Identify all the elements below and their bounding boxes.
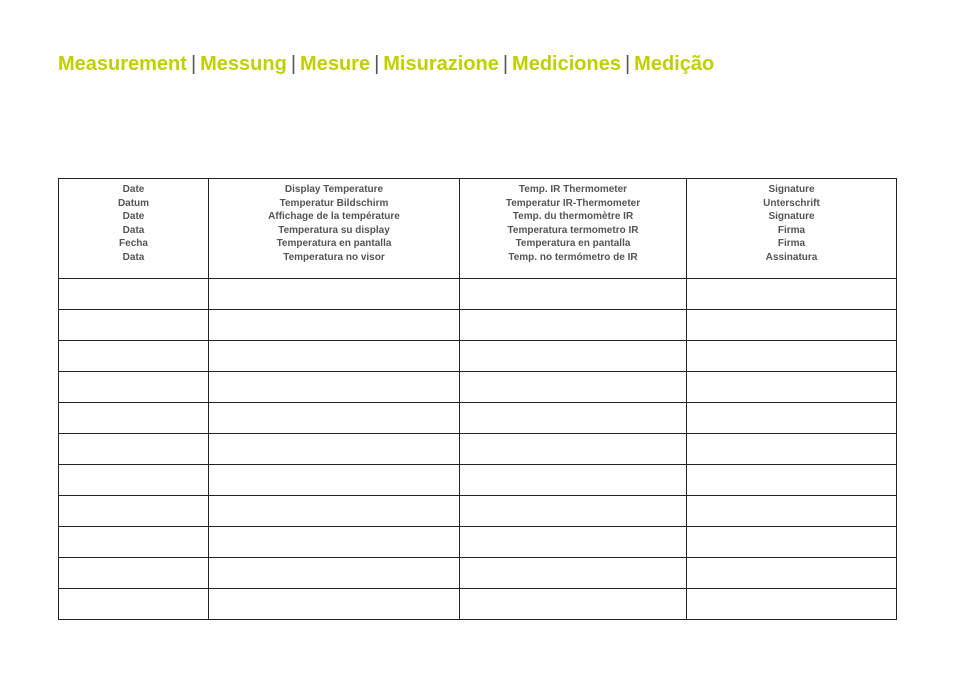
header-line: Signature [768,211,815,223]
header-line: Firma [777,224,806,236]
measurement-log-table [58,178,897,620]
header-line: Temperatura su display [278,224,390,236]
column-header-ir-thermometer [460,179,687,279]
cell-date [59,527,209,558]
cell-date [59,434,209,465]
cell-ir-temperature [460,465,687,496]
header-line: Temperatura termometro IR [507,224,639,236]
table-row [59,279,897,310]
table-row [59,527,897,558]
cell-display-temperature [209,279,460,310]
cell-display-temperature [209,496,460,527]
header-line: Unterschrift [763,197,820,209]
header-line: Assinatura [765,251,818,263]
table-row [59,496,897,527]
title-separator: | [290,53,297,75]
column-header-display-temperature [209,179,460,279]
cell-ir-temperature [460,496,687,527]
title-separator: | [374,53,380,75]
title-pt: Medição [634,53,715,75]
header-line: Temperatur Bildschirm [279,197,389,209]
cell-date [59,310,209,341]
cell-date [59,558,209,589]
title-separator: | [502,53,509,75]
header-line: Signature [768,184,815,195]
column-header-signature [687,179,897,279]
header-line: Firma [777,238,806,250]
cell-date [59,589,209,620]
title-fr: Mesure [300,53,371,75]
cell-ir-temperature [460,372,687,403]
table-row [59,465,897,496]
column-header-date [59,179,209,279]
cell-signature [687,372,897,403]
cell-ir-temperature [460,341,687,372]
title-it: Misurazione [383,53,499,75]
cell-ir-temperature [460,558,687,589]
cell-ir-temperature [460,589,687,620]
cell-signature [687,434,897,465]
cell-ir-temperature [460,279,687,310]
header-line: Temp. du thermomètre IR [512,211,634,223]
header-line: Date [122,211,145,223]
table-row [59,310,897,341]
cell-ir-temperature [460,403,687,434]
table-header-row [59,179,897,279]
cell-display-temperature [209,558,460,589]
cell-signature [687,496,897,527]
title-de: Messung [200,53,287,75]
cell-date [59,341,209,372]
page-title [58,53,714,76]
cell-signature [687,465,897,496]
cell-signature [687,341,897,372]
table-row [59,589,897,620]
header-line: Temp. no termómetro de IR [508,251,638,263]
cell-date [59,279,209,310]
header-line: Temperatur IR-Thermometer [505,197,641,209]
title-separator: | [624,53,631,75]
header-line: Fecha [119,238,148,250]
cell-ir-temperature [460,527,687,558]
cell-display-temperature [209,372,460,403]
cell-ir-temperature [460,310,687,341]
title-es: Mediciones [512,53,621,75]
table-row [59,403,897,434]
header-line: Affichage de la température [268,211,400,223]
cell-ir-temperature [460,434,687,465]
cell-display-temperature [209,310,460,341]
header-line: Display Temperature [284,184,384,195]
cell-display-temperature [209,465,460,496]
header-line: Temperatura en pantalla [276,238,392,250]
cell-display-temperature [209,527,460,558]
header-line: Datum [117,197,150,209]
cell-date [59,403,209,434]
cell-signature [687,589,897,620]
cell-date [59,372,209,403]
title-en: Measurement [58,53,187,75]
cell-signature [687,527,897,558]
cell-signature [687,403,897,434]
cell-display-temperature [209,589,460,620]
table-row [59,341,897,372]
cell-display-temperature [209,434,460,465]
table-row [59,558,897,589]
table-row [59,372,897,403]
cell-signature [687,558,897,589]
cell-date [59,496,209,527]
cell-display-temperature [209,341,460,372]
title-separator: | [190,53,197,75]
header-line: Temperatura en pantalla [515,238,631,250]
cell-signature [687,310,897,341]
cell-signature [687,279,897,310]
table-body [59,279,897,620]
cell-date [59,465,209,496]
table-row [59,434,897,465]
header-line: Date [122,184,145,195]
header-line: Temperatura no visor [283,251,385,263]
cell-display-temperature [209,403,460,434]
header-line: Data [122,251,145,263]
header-line: Data [122,224,145,236]
header-line: Temp. IR Thermometer [518,184,628,195]
